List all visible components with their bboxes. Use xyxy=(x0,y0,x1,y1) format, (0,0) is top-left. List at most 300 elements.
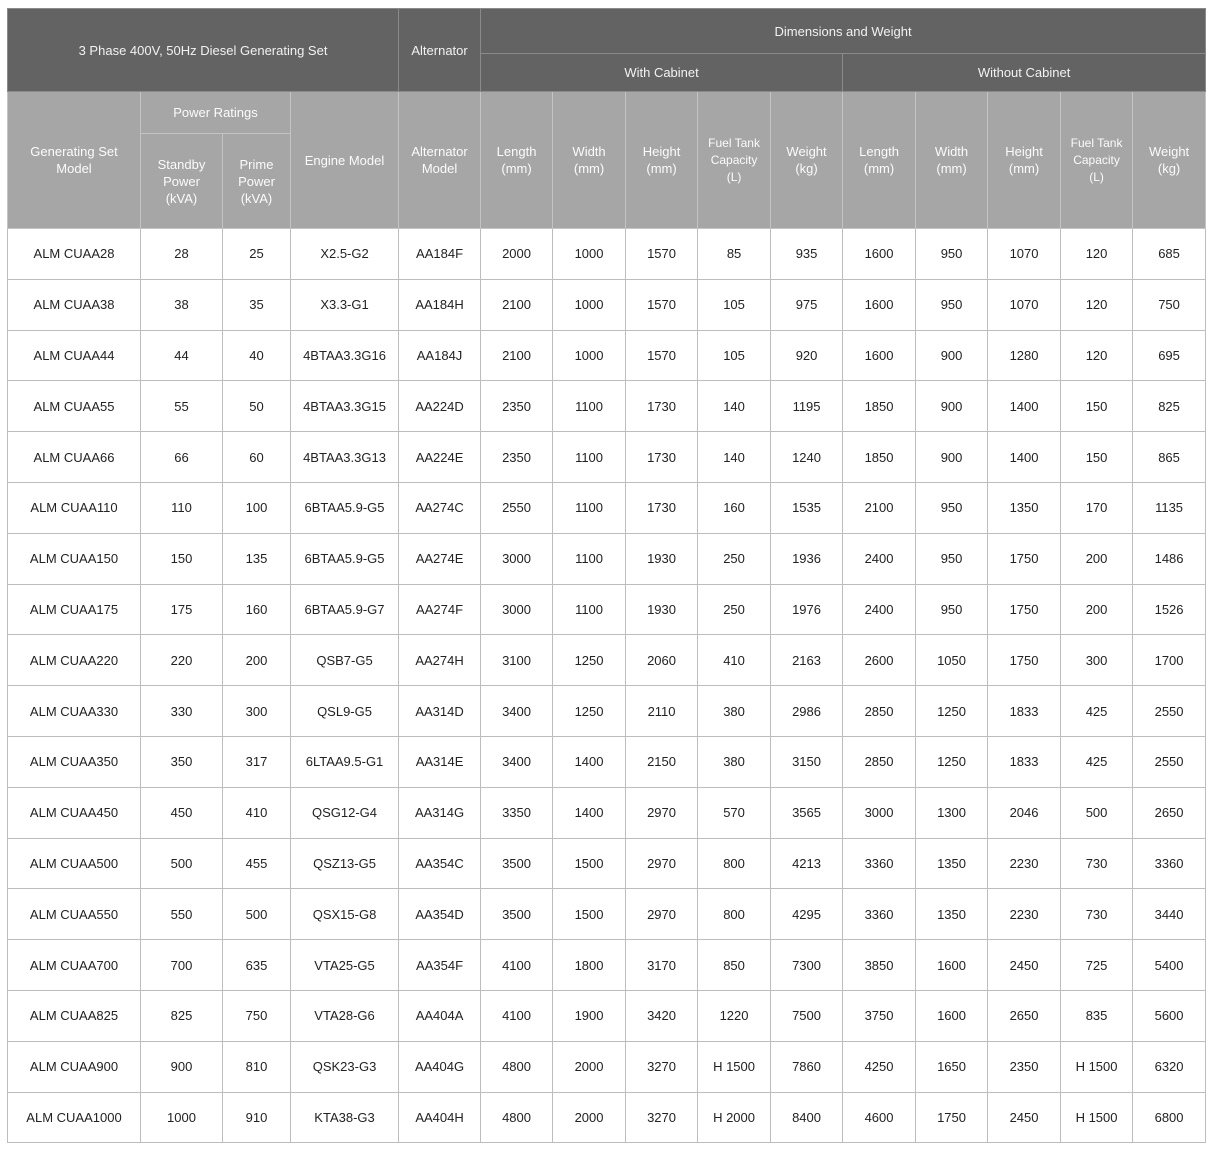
cell-model: ALM CUAA66 xyxy=(8,432,141,483)
cell-fuel-with: 850 xyxy=(698,940,771,991)
cell-length-without: 2400 xyxy=(843,533,916,584)
cell-engine-model: VTA28-G6 xyxy=(291,990,399,1041)
cell-height-with: 3170 xyxy=(626,940,698,991)
header-line: Fuel Tank xyxy=(708,135,760,150)
table-row xyxy=(8,584,1206,635)
cell-height-with: 2060 xyxy=(626,635,698,686)
cell-height-with: 1570 xyxy=(626,330,698,381)
cell-width-with: 1500 xyxy=(553,889,626,940)
cell-fuel-without: H 1500 xyxy=(1061,1041,1133,1092)
cell-engine-model: QSK23-G3 xyxy=(291,1041,399,1092)
table-row xyxy=(8,1092,1206,1143)
cell-height-without: 1833 xyxy=(988,736,1061,787)
cell-width-without: 1600 xyxy=(916,990,988,1041)
table-row xyxy=(8,330,1206,381)
cell-width-with: 1250 xyxy=(553,686,626,737)
cell-length-with: 2100 xyxy=(481,279,553,330)
cell-height-without: 1400 xyxy=(988,432,1061,483)
cell-weight-with: 1976 xyxy=(771,584,843,635)
cell-prime-kva: 500 xyxy=(223,889,291,940)
cell-width-without: 1050 xyxy=(916,635,988,686)
header-line: (mm) xyxy=(936,161,967,176)
cell-fuel-with: 800 xyxy=(698,838,771,889)
cell-weight-with: 1195 xyxy=(771,381,843,432)
cell-fuel-with: H 1500 xyxy=(698,1041,771,1092)
cell-alternator-model: AA184J xyxy=(399,330,481,381)
cell-height-with: 1730 xyxy=(626,381,698,432)
cell-width-without: 1350 xyxy=(916,889,988,940)
cell-model: ALM CUAA44 xyxy=(8,330,141,381)
cell-width-with: 1100 xyxy=(553,584,626,635)
cell-fuel-without: 150 xyxy=(1061,381,1133,432)
table-header xyxy=(8,9,1206,229)
cell-fuel-without: 500 xyxy=(1061,787,1133,838)
cell-weight-without: 1700 xyxy=(1133,635,1206,686)
header-line: Height xyxy=(642,144,681,159)
cell-fuel-without: 300 xyxy=(1061,635,1133,686)
cell-width-with: 2000 xyxy=(553,1041,626,1092)
col-header-weight-with xyxy=(771,92,843,229)
cell-length-without: 2400 xyxy=(843,584,916,635)
cell-height-with: 3420 xyxy=(626,990,698,1041)
cell-prime-kva: 810 xyxy=(223,1041,291,1092)
cell-engine-model: QSX15-G8 xyxy=(291,889,399,940)
cell-width-with: 1000 xyxy=(553,330,626,381)
table-row xyxy=(8,1041,1206,1092)
cell-weight-with: 3150 xyxy=(771,736,843,787)
col-header-prime xyxy=(223,134,291,229)
cell-standby-kva: 450 xyxy=(141,787,223,838)
cell-engine-model: X3.3-G1 xyxy=(291,279,399,330)
with-cabinet-header: With Cabinet xyxy=(481,54,843,92)
cell-width-with: 1400 xyxy=(553,736,626,787)
cell-length-without: 4600 xyxy=(843,1092,916,1143)
col-header-length-without xyxy=(843,92,916,229)
cell-model: ALM CUAA28 xyxy=(8,229,141,280)
col-header-engine-line: Engine Model xyxy=(304,152,385,168)
cell-height-without: 1400 xyxy=(988,381,1061,432)
header-line: Width xyxy=(934,144,969,159)
cell-weight-without: 865 xyxy=(1133,432,1206,483)
cell-fuel-without: 120 xyxy=(1061,229,1133,280)
cell-width-without: 950 xyxy=(916,584,988,635)
cell-engine-model: 6LTAA9.5-G1 xyxy=(291,736,399,787)
cell-height-with: 2150 xyxy=(626,736,698,787)
cell-prime-kva: 160 xyxy=(223,584,291,635)
cell-fuel-without: 170 xyxy=(1061,482,1133,533)
cell-fuel-without: 200 xyxy=(1061,533,1133,584)
cell-length-without: 3750 xyxy=(843,990,916,1041)
cell-width-without: 1250 xyxy=(916,736,988,787)
cell-alternator-model: AA354D xyxy=(399,889,481,940)
header-line: (mm) xyxy=(573,161,605,176)
cell-weight-with: 4295 xyxy=(771,889,843,940)
cell-length-without: 1850 xyxy=(843,381,916,432)
cell-length-without: 1850 xyxy=(843,432,916,483)
cell-height-without: 2230 xyxy=(988,889,1061,940)
header-line: Standby xyxy=(157,156,206,172)
cell-engine-model: 6BTAA5.9-G7 xyxy=(291,584,399,635)
cell-prime-kva: 410 xyxy=(223,787,291,838)
cell-alternator-model: AA354F xyxy=(399,940,481,991)
cell-alternator-model: AA404A xyxy=(399,990,481,1041)
table-row xyxy=(8,533,1206,584)
cell-standby-kva: 175 xyxy=(141,584,223,635)
cell-weight-with: 975 xyxy=(771,279,843,330)
cell-length-with: 3400 xyxy=(481,736,553,787)
header-line: Length xyxy=(496,144,537,159)
header-line: (mm) xyxy=(1008,161,1040,176)
cell-length-with: 2550 xyxy=(481,482,553,533)
col-header-model-line: Generating Set xyxy=(30,144,118,159)
cell-standby-kva: 110 xyxy=(141,482,223,533)
cell-fuel-with: 140 xyxy=(698,432,771,483)
cell-engine-model: QSB7-G5 xyxy=(291,635,399,686)
cell-model: ALM CUAA500 xyxy=(8,838,141,889)
cell-height-with: 3270 xyxy=(626,1092,698,1143)
cell-weight-without: 1135 xyxy=(1133,482,1206,533)
header-line: (kg) xyxy=(795,161,818,176)
cell-length-without: 3360 xyxy=(843,889,916,940)
cell-width-without: 900 xyxy=(916,381,988,432)
cell-model: ALM CUAA700 xyxy=(8,940,141,991)
cell-height-with: 2970 xyxy=(626,889,698,940)
cell-length-with: 4800 xyxy=(481,1092,553,1143)
cell-height-without: 2046 xyxy=(988,787,1061,838)
cell-width-without: 950 xyxy=(916,279,988,330)
cell-standby-kva: 44 xyxy=(141,330,223,381)
col-header-alt-line: Model xyxy=(421,161,458,176)
cell-width-with: 1900 xyxy=(553,990,626,1041)
header-line: Height xyxy=(1005,144,1043,159)
table-row xyxy=(8,838,1206,889)
cell-width-with: 1100 xyxy=(553,533,626,584)
cell-width-without: 950 xyxy=(916,533,988,584)
col-header-length-with xyxy=(481,92,553,229)
cell-engine-model: 4BTAA3.3G13 xyxy=(291,432,399,483)
cell-alternator-model: AA184F xyxy=(399,229,481,280)
cell-height-without: 2450 xyxy=(988,940,1061,991)
cell-prime-kva: 300 xyxy=(223,686,291,737)
cell-fuel-with: 85 xyxy=(698,229,771,280)
without-cabinet-header: Without Cabinet xyxy=(843,54,1206,92)
cell-length-with: 4800 xyxy=(481,1041,553,1092)
cell-fuel-with: 380 xyxy=(698,736,771,787)
genset-title: 3 Phase 400V, 50Hz Diesel Generating Set xyxy=(8,9,399,92)
cell-length-without: 2850 xyxy=(843,736,916,787)
cell-weight-without: 750 xyxy=(1133,279,1206,330)
cell-fuel-with: 410 xyxy=(698,635,771,686)
cell-weight-with: 7860 xyxy=(771,1041,843,1092)
cell-fuel-without: 835 xyxy=(1061,990,1133,1041)
cell-height-with: 1730 xyxy=(626,432,698,483)
cell-model: ALM CUAA825 xyxy=(8,990,141,1041)
cell-height-with: 1570 xyxy=(626,229,698,280)
cell-engine-model: 4BTAA3.3G15 xyxy=(291,381,399,432)
cell-width-with: 1400 xyxy=(553,787,626,838)
cell-engine-model: 6BTAA5.9-G5 xyxy=(291,482,399,533)
cell-width-with: 1100 xyxy=(553,432,626,483)
cell-standby-kva: 55 xyxy=(141,381,223,432)
cell-height-with: 1730 xyxy=(626,482,698,533)
cell-width-without: 1350 xyxy=(916,838,988,889)
header-line: (kVA) xyxy=(240,190,273,206)
cell-prime-kva: 60 xyxy=(223,432,291,483)
table-body xyxy=(8,229,1206,1143)
cell-length-without: 2600 xyxy=(843,635,916,686)
table-row xyxy=(8,229,1206,280)
cell-height-with: 2970 xyxy=(626,838,698,889)
cell-length-with: 2100 xyxy=(481,330,553,381)
cell-weight-with: 1936 xyxy=(771,533,843,584)
table-row xyxy=(8,889,1206,940)
cell-model: ALM CUAA150 xyxy=(8,533,141,584)
cell-alternator-model: AA314D xyxy=(399,686,481,737)
cell-length-with: 4100 xyxy=(481,940,553,991)
cell-fuel-without: 725 xyxy=(1061,940,1133,991)
table-row xyxy=(8,940,1206,991)
cell-standby-kva: 150 xyxy=(141,533,223,584)
cell-model: ALM CUAA900 xyxy=(8,1041,141,1092)
cell-length-with: 2000 xyxy=(481,229,553,280)
cell-prime-kva: 25 xyxy=(223,229,291,280)
cell-alternator-model: AA314E xyxy=(399,736,481,787)
cell-standby-kva: 900 xyxy=(141,1041,223,1092)
cell-length-with: 3000 xyxy=(481,584,553,635)
cell-width-with: 1000 xyxy=(553,279,626,330)
cell-standby-kva: 825 xyxy=(141,990,223,1041)
header-line: Width xyxy=(572,144,606,159)
cell-prime-kva: 35 xyxy=(223,279,291,330)
cell-length-without: 1600 xyxy=(843,279,916,330)
cell-alternator-model: AA224E xyxy=(399,432,481,483)
cell-model: ALM CUAA550 xyxy=(8,889,141,940)
cell-weight-without: 3360 xyxy=(1133,838,1206,889)
cell-height-with: 1930 xyxy=(626,584,698,635)
cell-weight-without: 685 xyxy=(1133,229,1206,280)
cell-fuel-with: 800 xyxy=(698,889,771,940)
cell-height-with: 2970 xyxy=(626,787,698,838)
cell-model: ALM CUAA1000 xyxy=(8,1092,141,1143)
cell-height-without: 1070 xyxy=(988,229,1061,280)
cell-length-without: 4250 xyxy=(843,1041,916,1092)
col-header-alternator-model xyxy=(399,92,481,229)
cell-width-without: 900 xyxy=(916,432,988,483)
cell-fuel-with: 570 xyxy=(698,787,771,838)
cell-length-with: 2350 xyxy=(481,381,553,432)
header-line: Capacity xyxy=(1073,152,1120,167)
cell-prime-kva: 200 xyxy=(223,635,291,686)
table-row xyxy=(8,381,1206,432)
cell-height-without: 1280 xyxy=(988,330,1061,381)
cell-standby-kva: 1000 xyxy=(141,1092,223,1143)
header-line: Prime xyxy=(239,156,274,172)
header-line: Power xyxy=(163,173,200,189)
cell-fuel-with: 250 xyxy=(698,533,771,584)
cell-length-with: 3400 xyxy=(481,686,553,737)
cell-height-without: 2450 xyxy=(988,1092,1061,1143)
col-header-height-with xyxy=(626,92,698,229)
cell-width-with: 1250 xyxy=(553,635,626,686)
cell-alternator-model: AA274C xyxy=(399,482,481,533)
cell-length-with: 3500 xyxy=(481,889,553,940)
cell-alternator-model: AA354C xyxy=(399,838,481,889)
header-line: (mm) xyxy=(863,161,895,176)
cell-prime-kva: 455 xyxy=(223,838,291,889)
col-header-width-without xyxy=(916,92,988,229)
cell-length-without: 1600 xyxy=(843,330,916,381)
cell-weight-with: 7300 xyxy=(771,940,843,991)
cell-width-without: 1250 xyxy=(916,686,988,737)
cell-model: ALM CUAA350 xyxy=(8,736,141,787)
cell-standby-kva: 28 xyxy=(141,229,223,280)
col-header-height-without xyxy=(988,92,1061,229)
cell-length-with: 4100 xyxy=(481,990,553,1041)
col-header-fuel-without xyxy=(1061,92,1133,229)
power-ratings-header: Power Ratings xyxy=(141,92,291,134)
cell-weight-without: 1486 xyxy=(1133,533,1206,584)
cell-standby-kva: 66 xyxy=(141,432,223,483)
cell-length-with: 3000 xyxy=(481,533,553,584)
cell-prime-kva: 50 xyxy=(223,381,291,432)
cell-width-without: 950 xyxy=(916,229,988,280)
cell-height-without: 1833 xyxy=(988,686,1061,737)
cell-height-with: 2110 xyxy=(626,686,698,737)
cell-length-without: 2100 xyxy=(843,482,916,533)
header-line: Fuel Tank xyxy=(1070,135,1123,150)
cell-standby-kva: 550 xyxy=(141,889,223,940)
col-header-weight-without xyxy=(1133,92,1206,229)
cell-length-without: 3360 xyxy=(843,838,916,889)
cell-width-with: 1100 xyxy=(553,381,626,432)
cell-standby-kva: 500 xyxy=(141,838,223,889)
cell-height-without: 2230 xyxy=(988,838,1061,889)
cell-width-with: 1000 xyxy=(553,229,626,280)
cell-height-without: 2350 xyxy=(988,1041,1061,1092)
cell-fuel-without: 120 xyxy=(1061,330,1133,381)
header-line: (kVA) xyxy=(165,190,198,206)
table-row xyxy=(8,990,1206,1041)
cell-fuel-without: H 1500 xyxy=(1061,1092,1133,1143)
cell-fuel-without: 730 xyxy=(1061,838,1133,889)
cell-weight-with: 2986 xyxy=(771,686,843,737)
cell-standby-kva: 220 xyxy=(141,635,223,686)
cell-height-without: 1750 xyxy=(988,584,1061,635)
generator-spec-table xyxy=(7,8,1206,1143)
cell-fuel-with: 1220 xyxy=(698,990,771,1041)
cell-weight-without: 2550 xyxy=(1133,686,1206,737)
header-line: Length xyxy=(859,144,899,159)
cell-fuel-without: 425 xyxy=(1061,686,1133,737)
cell-model: ALM CUAA330 xyxy=(8,686,141,737)
cell-width-without: 1600 xyxy=(916,940,988,991)
table-row xyxy=(8,432,1206,483)
cell-fuel-with: H 2000 xyxy=(698,1092,771,1143)
cell-prime-kva: 100 xyxy=(223,482,291,533)
cell-engine-model: 4BTAA3.3G16 xyxy=(291,330,399,381)
cell-weight-with: 8400 xyxy=(771,1092,843,1143)
cell-width-without: 1300 xyxy=(916,787,988,838)
cell-fuel-with: 105 xyxy=(698,279,771,330)
cell-prime-kva: 910 xyxy=(223,1092,291,1143)
col-header-model-line: Model xyxy=(56,161,92,176)
cell-prime-kva: 135 xyxy=(223,533,291,584)
cell-length-without: 3000 xyxy=(843,787,916,838)
header-line: (kg) xyxy=(1157,161,1181,176)
cell-alternator-model: AA274H xyxy=(399,635,481,686)
header-line: Capacity xyxy=(710,152,758,167)
cell-fuel-without: 425 xyxy=(1061,736,1133,787)
cell-engine-model: QSG12-G4 xyxy=(291,787,399,838)
table-row xyxy=(8,736,1206,787)
cell-model: ALM CUAA55 xyxy=(8,381,141,432)
cell-height-with: 1570 xyxy=(626,279,698,330)
cell-weight-with: 7500 xyxy=(771,990,843,1041)
cell-length-without: 1600 xyxy=(843,229,916,280)
cell-weight-without: 6800 xyxy=(1133,1092,1206,1143)
cell-height-with: 3270 xyxy=(626,1041,698,1092)
cell-weight-with: 1535 xyxy=(771,482,843,533)
cell-height-without: 1750 xyxy=(988,635,1061,686)
cell-standby-kva: 330 xyxy=(141,686,223,737)
col-header-alt-line: Alternator xyxy=(411,144,468,159)
cell-length-with: 3100 xyxy=(481,635,553,686)
cell-fuel-without: 730 xyxy=(1061,889,1133,940)
table-row xyxy=(8,635,1206,686)
col-header-width-with xyxy=(553,92,626,229)
cell-weight-with: 4213 xyxy=(771,838,843,889)
cell-width-without: 1750 xyxy=(916,1092,988,1143)
header-line: (L) xyxy=(1089,169,1104,184)
cell-engine-model: X2.5-G2 xyxy=(291,229,399,280)
header-line: Weight xyxy=(1148,144,1190,159)
cell-engine-model: 6BTAA5.9-G5 xyxy=(291,533,399,584)
cell-engine-model: VTA25-G5 xyxy=(291,940,399,991)
cell-alternator-model: AA274F xyxy=(399,584,481,635)
cell-fuel-with: 160 xyxy=(698,482,771,533)
cell-width-without: 900 xyxy=(916,330,988,381)
cell-model: ALM CUAA110 xyxy=(8,482,141,533)
cell-weight-without: 695 xyxy=(1133,330,1206,381)
header-line: (L) xyxy=(726,169,742,184)
header-line: Power xyxy=(238,173,275,189)
cell-prime-kva: 635 xyxy=(223,940,291,991)
cell-fuel-without: 150 xyxy=(1061,432,1133,483)
cell-alternator-model: AA274E xyxy=(399,533,481,584)
cell-engine-model: QSL9-G5 xyxy=(291,686,399,737)
cell-model: ALM CUAA38 xyxy=(8,279,141,330)
cell-alternator-model: AA404G xyxy=(399,1041,481,1092)
table-row xyxy=(8,279,1206,330)
cell-alternator-model: AA314G xyxy=(399,787,481,838)
cell-fuel-with: 250 xyxy=(698,584,771,635)
col-header-engine xyxy=(291,92,399,229)
cell-alternator-model: AA184H xyxy=(399,279,481,330)
cell-alternator-model: AA224D xyxy=(399,381,481,432)
cell-height-without: 1350 xyxy=(988,482,1061,533)
cell-fuel-without: 200 xyxy=(1061,584,1133,635)
cell-width-without: 950 xyxy=(916,482,988,533)
cell-weight-with: 920 xyxy=(771,330,843,381)
cell-width-with: 1500 xyxy=(553,838,626,889)
cell-weight-with: 935 xyxy=(771,229,843,280)
cell-engine-model: KTA38-G3 xyxy=(291,1092,399,1143)
cell-prime-kva: 317 xyxy=(223,736,291,787)
col-header-standby xyxy=(141,134,223,229)
cell-width-with: 1100 xyxy=(553,482,626,533)
col-header-fuel-with xyxy=(698,92,771,229)
cell-length-with: 3350 xyxy=(481,787,553,838)
